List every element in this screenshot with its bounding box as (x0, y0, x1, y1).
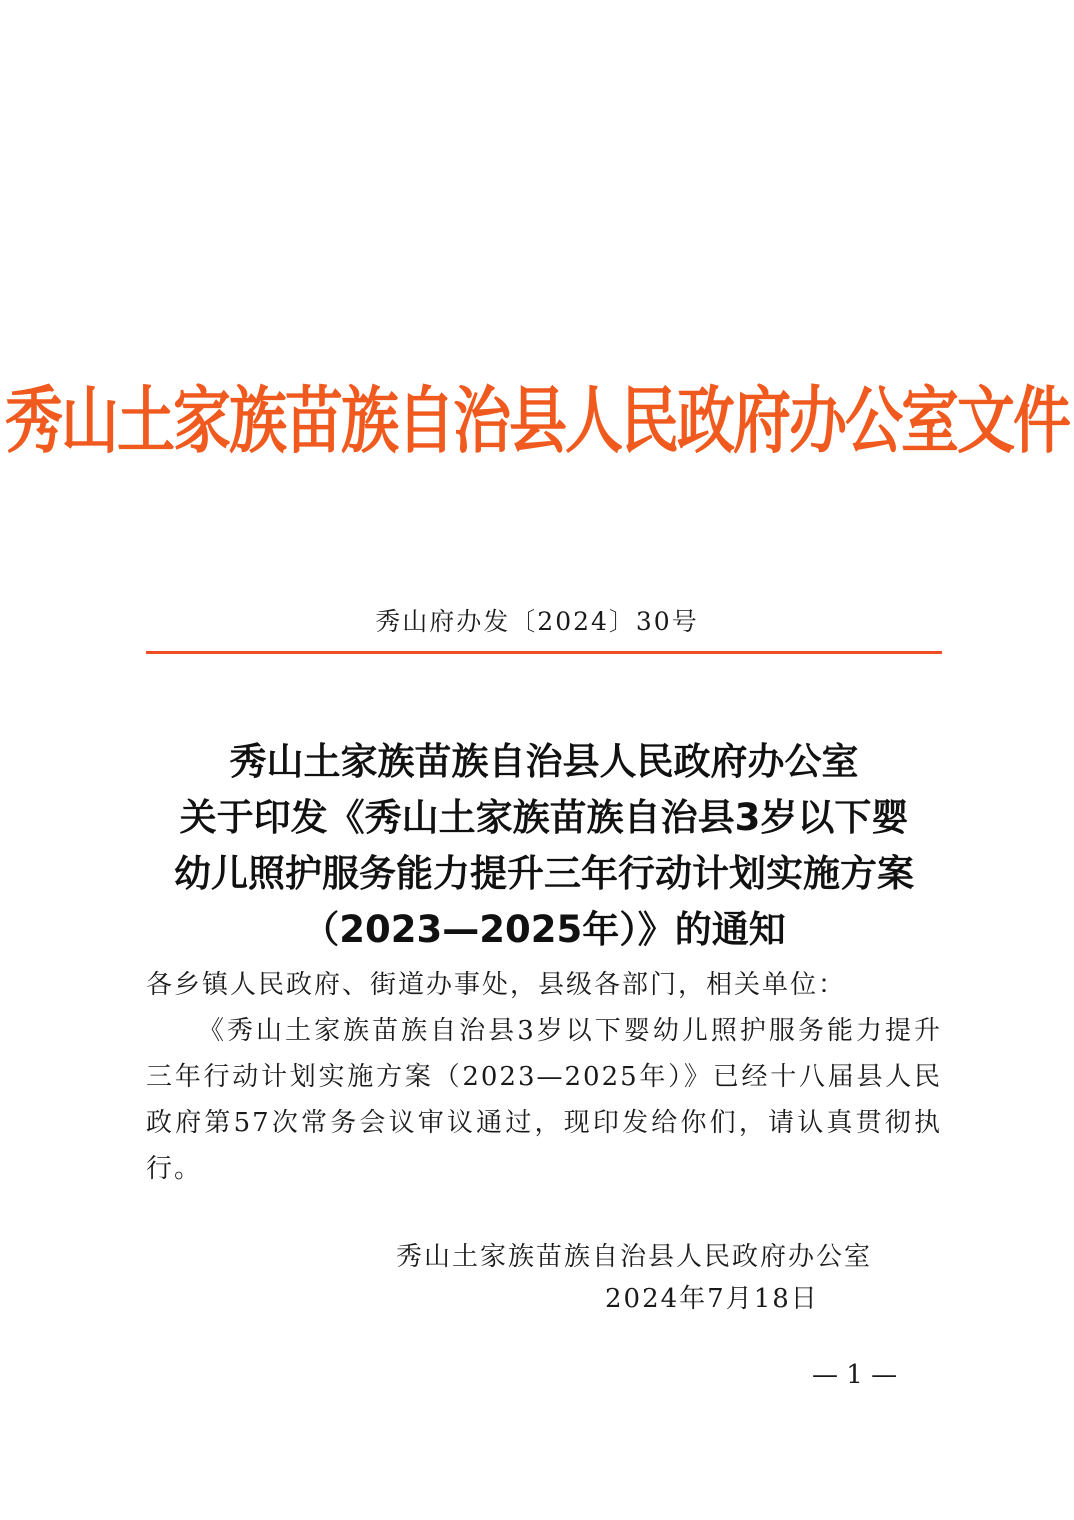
document-number: 秀山府办发〔2024〕30号 (375, 607, 699, 636)
red-divider-line (146, 651, 942, 654)
addressee-line: 各乡镇人民政府、街道办事处，县级各部门，相关单位： (146, 970, 847, 1000)
page-number: — 1 — (812, 1360, 898, 1390)
body-paragraph: 《秀山土家族苗族自治县3岁以下婴幼儿照护服务能力提升三年行动计划实施方案（2023—2025年）》已经十八届县人民政府第57次常务会议审议通过，现印发给你们，请认真贯彻执行。 (146, 1016, 942, 1184)
title-line-1: 秀山土家族苗族自治县人民政府办公室 (229, 740, 859, 783)
issuer-signature: 秀山土家族苗族自治县人民政府办公室 (396, 1242, 873, 1272)
document-title (146, 734, 942, 958)
title-line-4: （2023—2025年）》的通知 (302, 908, 786, 951)
document-banner: 秀山土家族苗族自治县人民政府办公室文件 (4, 378, 1069, 464)
issue-date: 2024年7月18日 (605, 1284, 819, 1314)
document-body (146, 962, 942, 1192)
title-line-3: 幼儿照护服务能力提升三年行动计划实施方案 (174, 852, 914, 895)
title-line-2: 关于印发《秀山土家族苗族自治县3岁以下婴 (179, 796, 909, 839)
